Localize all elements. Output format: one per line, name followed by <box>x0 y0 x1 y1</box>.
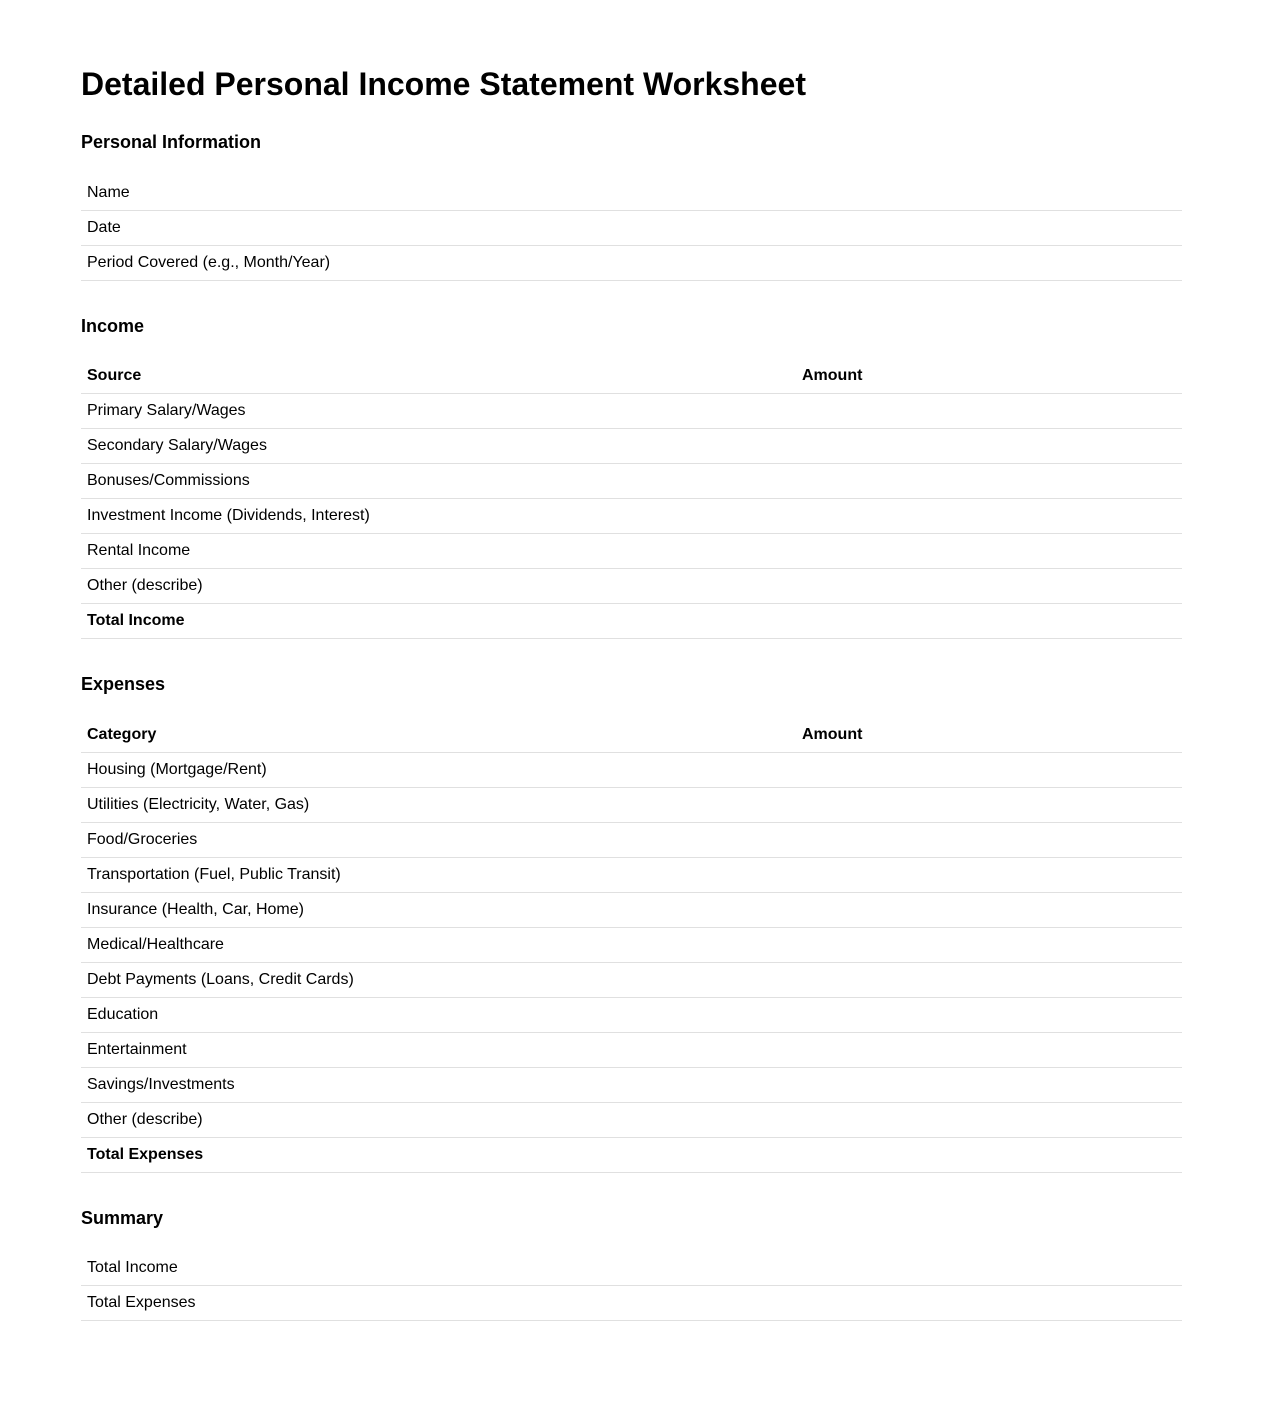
income-amount-cell <box>796 394 1182 429</box>
income-source-cell: Primary Salary/Wages <box>81 394 796 429</box>
expense-category-cell: Utilities (Electricity, Water, Gas) <box>81 788 796 823</box>
personal-info-date-label: Date <box>81 211 1182 246</box>
expense-amount-cell <box>796 753 1182 788</box>
income-source-cell: Secondary Salary/Wages <box>81 429 796 464</box>
expense-category-cell: Medical/Healthcare <box>81 928 796 963</box>
income-amount-header: Amount <box>796 359 1182 394</box>
expense-amount-cell <box>796 893 1182 928</box>
expense-amount-cell <box>796 928 1182 963</box>
table-row <box>81 1251 1182 1286</box>
table-row <box>81 823 1182 858</box>
table-row <box>81 963 1182 998</box>
table-row <box>81 534 1182 569</box>
table-row <box>81 464 1182 499</box>
expense-amount-cell <box>796 823 1182 858</box>
table-row <box>81 176 1182 211</box>
income-total-row <box>81 604 1182 639</box>
table-row <box>81 893 1182 928</box>
income-amount-cell <box>796 499 1182 534</box>
table-row <box>81 753 1182 788</box>
table-row <box>81 499 1182 534</box>
table-row <box>81 394 1182 429</box>
expense-amount-cell <box>796 998 1182 1033</box>
table-header-row <box>81 718 1182 753</box>
expense-amount-cell <box>796 963 1182 998</box>
expense-amount-cell <box>796 1033 1182 1068</box>
income-source-cell: Rental Income <box>81 534 796 569</box>
income-source-cell: Other (describe) <box>81 569 796 604</box>
expense-category-cell: Education <box>81 998 796 1033</box>
personal-info-table <box>81 176 1182 281</box>
expense-category-cell: Food/Groceries <box>81 823 796 858</box>
table-row <box>81 1068 1182 1103</box>
personal-info-name-label: Name <box>81 176 1182 211</box>
personal-info-period-label: Period Covered (e.g., Month/Year) <box>81 246 1182 281</box>
table-row <box>81 858 1182 893</box>
expenses-amount-header: Amount <box>796 718 1182 753</box>
income-amount-cell <box>796 429 1182 464</box>
income-source-cell: Bonuses/Commissions <box>81 464 796 499</box>
income-amount-cell <box>796 534 1182 569</box>
table-row <box>81 998 1182 1033</box>
expense-amount-cell <box>796 788 1182 823</box>
income-total-amount-cell <box>796 604 1182 639</box>
table-row <box>81 1103 1182 1138</box>
worksheet-page <box>81 0 1182 1311</box>
table-row <box>81 429 1182 464</box>
expenses-total-row <box>81 1138 1182 1173</box>
table-row <box>81 1286 1182 1321</box>
expenses-total-amount-cell <box>796 1138 1182 1173</box>
expenses-table <box>81 718 1182 1173</box>
income-heading: Income <box>81 316 145 336</box>
expense-category-cell: Debt Payments (Loans, Credit Cards) <box>81 963 796 998</box>
expenses-total-label: Total Expenses <box>81 1138 796 1173</box>
table-row <box>81 246 1182 281</box>
table-row <box>81 1033 1182 1068</box>
expense-category-cell: Housing (Mortgage/Rent) <box>81 753 796 788</box>
table-row <box>81 928 1182 963</box>
income-total-label: Total Income <box>81 604 796 639</box>
expense-category-cell: Other (describe) <box>81 1103 796 1138</box>
table-row <box>81 788 1182 823</box>
table-header-row <box>81 359 1182 394</box>
income-source-header: Source <box>81 359 796 394</box>
income-source-cell: Investment Income (Dividends, Interest) <box>81 499 796 534</box>
expense-category-cell: Entertainment <box>81 1033 796 1068</box>
expense-amount-cell <box>796 1103 1182 1138</box>
expense-amount-cell <box>796 1068 1182 1103</box>
income-table <box>81 359 1182 639</box>
income-amount-cell <box>796 569 1182 604</box>
income-amount-cell <box>796 464 1182 499</box>
summary-total-income-label: Total Income <box>81 1251 1182 1286</box>
table-row <box>81 569 1182 604</box>
summary-total-expenses-label: Total Expenses <box>81 1286 1182 1321</box>
page-title: Detailed Personal Income Statement Worksheet <box>81 66 806 102</box>
expenses-category-header: Category <box>81 718 796 753</box>
table-row <box>81 211 1182 246</box>
expense-category-cell: Savings/Investments <box>81 1068 796 1103</box>
expense-category-cell: Transportation (Fuel, Public Transit) <box>81 858 796 893</box>
expenses-heading: Expenses <box>81 674 166 694</box>
summary-heading: Summary <box>81 1208 164 1228</box>
personal-info-heading: Personal Information <box>81 132 262 152</box>
expense-category-cell: Insurance (Health, Car, Home) <box>81 893 796 928</box>
expense-amount-cell <box>796 858 1182 893</box>
summary-table <box>81 1251 1182 1321</box>
